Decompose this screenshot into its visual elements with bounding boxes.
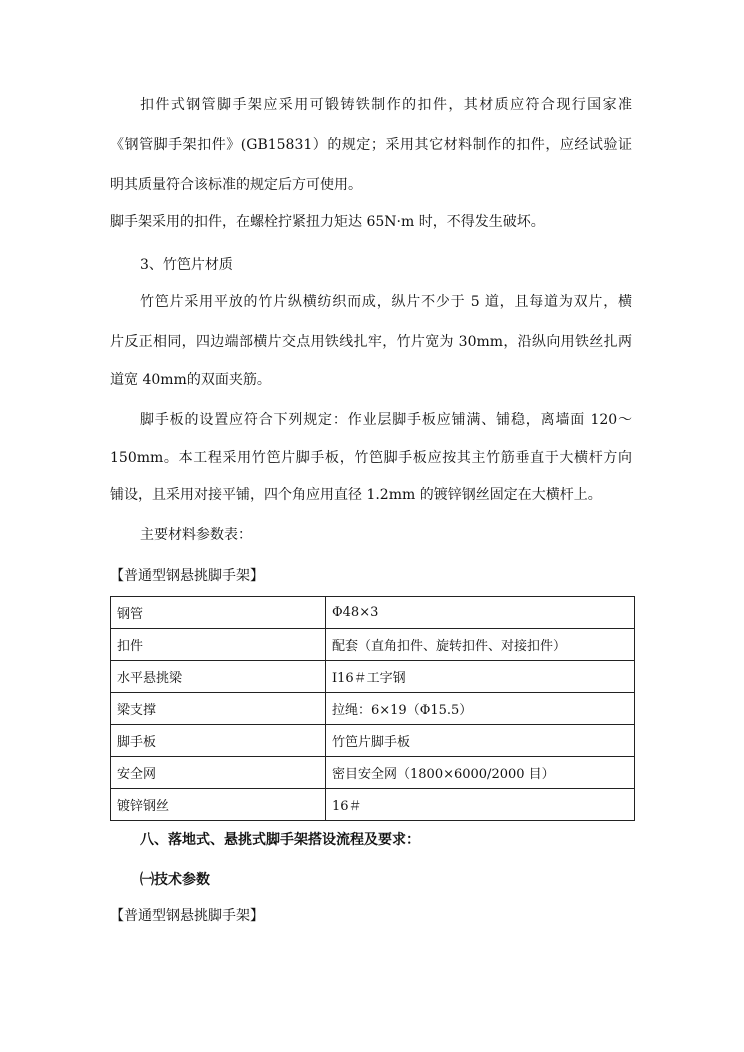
table-cell: 镀锌钢丝 bbox=[111, 789, 326, 821]
paragraph-line: 铺设，且采用对接平铺，四个角应用直径 1.2mm 的镀锌钢丝固定在大横杆上。 bbox=[110, 487, 602, 503]
paragraph-line: 扣件式钢管脚手架应采用可锻铸铁制作的扣件，其材质应符合现行国家准 bbox=[140, 97, 632, 113]
table-cell: 梁支撑 bbox=[111, 693, 326, 725]
table-cell: 钢管 bbox=[111, 597, 326, 629]
section-heading: 八、落地式、悬挑式脚手架搭设流程及要求： bbox=[140, 832, 420, 848]
table-cell: Φ48×3 bbox=[326, 597, 635, 629]
table-intro: 主要材料参数表： bbox=[140, 527, 252, 543]
table-row bbox=[111, 629, 635, 661]
table-caption: 【普通型钢悬挑脚手架】 bbox=[110, 568, 264, 584]
table-row bbox=[111, 597, 635, 629]
subheading-bamboo: 3、竹笆片材质 bbox=[140, 257, 233, 273]
paragraph-line: 《钢管脚手架扣件》(GB15831）的规定；采用其它材料制作的扣件，应经试验证 bbox=[110, 137, 632, 153]
table-row bbox=[111, 757, 635, 789]
table-row bbox=[111, 789, 635, 821]
table-cell: 脚手板 bbox=[111, 725, 326, 757]
table-row bbox=[111, 693, 635, 725]
paragraph-line: 竹笆片采用平放的竹片纵横纺织而成，纵片不少于 5 道，且每道为双片，横 bbox=[140, 294, 632, 310]
table-cell: 拉绳：6×19（Φ15.5） bbox=[326, 693, 635, 725]
table-cell: 水平悬挑梁 bbox=[111, 661, 326, 693]
table-cell: 密目安全网（1800×6000/2000 目） bbox=[326, 757, 635, 789]
subsection-heading: ㈠技术参数 bbox=[140, 872, 210, 888]
table-cell: 竹笆片脚手板 bbox=[326, 725, 635, 757]
table-cell: 16＃ bbox=[326, 789, 635, 821]
table-cell: 配套（直角扣件、旋转扣件、对接扣件） bbox=[326, 629, 635, 661]
paragraph-line: 明其质量符合该标准的规定后方可使用。 bbox=[110, 177, 362, 193]
table-cell: 扣件 bbox=[111, 629, 326, 661]
paragraph-line: 脚手板的设置应符合下列规定：作业层脚手板应铺满、铺稳，离墙面 120～ bbox=[140, 412, 632, 428]
paragraph-line: 脚手架采用的扣件，在螺栓拧紧扭力矩达 65N·m 时，不得发生破坏。 bbox=[110, 214, 545, 230]
table-row bbox=[111, 725, 635, 757]
materials-table bbox=[110, 596, 635, 821]
caption: 【普通型钢悬挑脚手架】 bbox=[110, 908, 264, 924]
paragraph-line: 片反正相同，四边端部横片交点用铁线扎牢，竹片宽为 30mm，沿纵向用铁丝扎两 bbox=[110, 334, 632, 350]
table-row bbox=[111, 661, 635, 693]
table-cell: I16＃工字钢 bbox=[326, 661, 635, 693]
paragraph-line: 150mm。本工程采用竹笆片脚手板，竹笆脚手板应按其主竹筋垂直于大横杆方向 bbox=[110, 450, 632, 466]
paragraph-line: 道宽 40mm的双面夹筋。 bbox=[110, 372, 271, 388]
table-cell: 安全网 bbox=[111, 757, 326, 789]
